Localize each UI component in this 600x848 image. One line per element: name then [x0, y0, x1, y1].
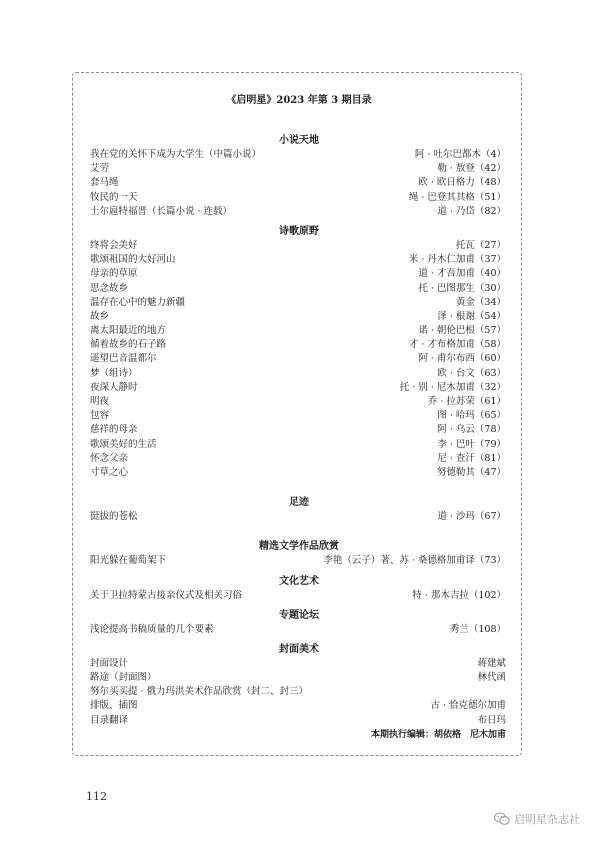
entry-author: 道 · 乃岱（82） [437, 205, 506, 217]
entry-title: 离太阳最近的地方 [90, 325, 167, 337]
entry-author: 才 · 才布格加甫（58） [408, 339, 506, 351]
entry-title: 包容 [90, 410, 110, 422]
entry-author: 特 · 那木吉拉（102） [412, 589, 506, 601]
section-spacer [90, 603, 508, 607]
entry-author: 托 · 别 · 尼木加甫（32） [399, 381, 506, 393]
entry-author: 勒 · 敖登（42） [437, 163, 506, 175]
entry-author: 古 · 恰克德尔加甫 [430, 700, 506, 712]
toc-entry [90, 423, 508, 437]
entry-title: 牧民的一天 [90, 191, 138, 203]
entry-title: 梦（组诗） [90, 367, 138, 379]
toc-entry [90, 510, 508, 524]
toc-entry [90, 623, 508, 637]
toc-entry [90, 466, 508, 480]
toc-entry [90, 381, 508, 395]
document-title: 《启明星》2023 年第 3 期目录 [226, 95, 372, 106]
entry-author: 尼 · 查汗（81） [437, 452, 506, 464]
toc-entry [90, 148, 508, 162]
entry-title: 遥望巴音温都尔 [90, 353, 157, 365]
toc-entry [90, 671, 508, 685]
toc-entry [90, 438, 508, 452]
entry-author: 蒋建斌 [477, 657, 506, 669]
entry-author: 托瓦（27） [455, 239, 506, 251]
entry-title: 阳光躲在葡萄架下 [90, 555, 167, 567]
toc-entry [90, 452, 508, 466]
toc-entry [90, 685, 508, 699]
toc-entry [90, 657, 508, 671]
publisher-watermark [494, 811, 580, 827]
entry-title: 明夜 [90, 396, 110, 407]
entry-author: 绳 · 巴登其其格（51） [408, 191, 506, 203]
toc-entry [90, 367, 508, 381]
toc-entry [90, 409, 508, 423]
entry-title: 夜深人静时 [90, 381, 138, 393]
entry-author: 李 · 巴叶（79） [437, 438, 506, 450]
entry-title: 挺拔的苍松 [90, 511, 138, 523]
entry-title: 土尔扈特福晋（长篇小说 · 连载） [90, 205, 233, 217]
toc-entry [90, 296, 508, 310]
toc-entry [90, 162, 508, 176]
table-of-contents [90, 94, 508, 742]
toc-entry [90, 338, 508, 352]
entry-title: 关于卫拉特蒙古接亲仪式及相关习俗 [90, 589, 243, 601]
entry-title: 目录翻译 [90, 714, 129, 726]
entry-title: 慈祥的母亲 [90, 424, 138, 436]
toc-entry [90, 352, 508, 366]
entry-author: 努德勒其（47） [436, 466, 506, 478]
entry-title: 温存在心中的魅力新疆 [90, 296, 186, 308]
entry-author: 道 · 才吾加甫（40） [418, 268, 506, 280]
entry-title: 思念故乡 [90, 282, 129, 294]
section-spacer [90, 569, 508, 573]
entry-title: 终将会美好 [90, 239, 138, 251]
entry-title: 路途（封面图） [90, 672, 157, 684]
section-heading: 足迹 [289, 497, 309, 509]
entry-author: 林代函 [477, 672, 506, 684]
entry-author: 秀兰（108） [449, 623, 506, 635]
entry-title: 母亲的草原 [90, 268, 138, 280]
section-spacer [90, 219, 508, 223]
executive-editor-credit: 本期执行编辑：胡依格 尼木加甫 [370, 729, 506, 740]
entry-title: 寸草之心 [90, 466, 129, 478]
entry-author: 阿 · 吐尔巴都木（4） [414, 149, 506, 160]
entry-author: 乔 · 拉苏荣（61） [427, 396, 506, 407]
entry-author: 黄金（34） [455, 296, 506, 308]
entry-author: 道 · 沙玛（67） [437, 511, 506, 523]
entry-author: 诺 · 朝伦巴根（57） [418, 325, 506, 337]
section-heading: 专题论坛 [279, 609, 319, 621]
wechat-icon [494, 812, 510, 826]
toc-entry [90, 267, 508, 281]
page-number: 112 [86, 790, 107, 803]
entry-title: 排版、插图 [90, 700, 138, 712]
entry-title: 艾劳 [90, 163, 110, 175]
toc-entry [90, 176, 508, 190]
entry-author: 米 · 丹木仁加甫（37） [408, 254, 506, 266]
section-heading: 小说天地 [279, 135, 319, 146]
toc-entry [90, 191, 508, 205]
entry-title: 努尔买买提 · 俄力玛洪美术作品欣赏（封二、封三） [90, 686, 309, 698]
entry-title: 浅论提高书稿质量的几个要素 [90, 623, 214, 635]
section-spacer [90, 524, 508, 538]
toc-entry [90, 205, 508, 219]
toc-entry [90, 310, 508, 324]
toc-entry [90, 554, 508, 568]
entry-author: 阿 · 乌云（78） [437, 424, 506, 436]
entry-title: 歌颂祖国的大好河山 [90, 254, 176, 266]
entry-title: 封面设计 [90, 657, 129, 669]
section-heading: 诗歌原野 [279, 225, 319, 237]
entry-title: 歌颂美好的生活 [90, 438, 157, 450]
section-heading: 封面美术 [279, 643, 319, 655]
entry-author: 泽 · 根谢（54） [437, 310, 506, 322]
entry-author: 李艳（云子）著、苏 · 桑德格加甫译（73） [323, 555, 506, 567]
toc-entry [90, 324, 508, 338]
entry-title: 我在党的关怀下成为大学生（中篇小说） [90, 149, 262, 160]
entry-author: 布日玛 [477, 714, 506, 726]
entry-title: 套马绳 [90, 177, 119, 189]
entry-title: 循着故乡的石子路 [90, 339, 167, 351]
entry-author: 图 · 哈玛（65） [437, 410, 506, 422]
toc-entry [90, 395, 508, 409]
entry-author: 欧 · 欧日格力（48） [418, 177, 506, 189]
toc-entry [90, 282, 508, 296]
entry-author: 托 · 巴图那生（30） [418, 282, 506, 294]
section-heading: 文化艺术 [279, 575, 319, 587]
section-heading: 精选文学作品欣赏 [259, 541, 339, 553]
watermark-text: 启明星杂志社 [514, 813, 580, 826]
section-spacer [90, 637, 508, 641]
toc-entry [90, 253, 508, 267]
toc-entry [90, 589, 508, 603]
toc-sections [90, 134, 508, 728]
toc-entry [90, 239, 508, 253]
entry-title: 故乡 [90, 310, 110, 322]
toc-entry [90, 699, 508, 713]
section-spacer [90, 480, 508, 494]
entry-title: 怀念父亲 [90, 452, 129, 464]
toc-entry [90, 714, 508, 728]
entry-author: 阿 · 甫尔布西（60） [418, 353, 506, 365]
entry-author: 欧 · 台文（63） [437, 367, 506, 379]
